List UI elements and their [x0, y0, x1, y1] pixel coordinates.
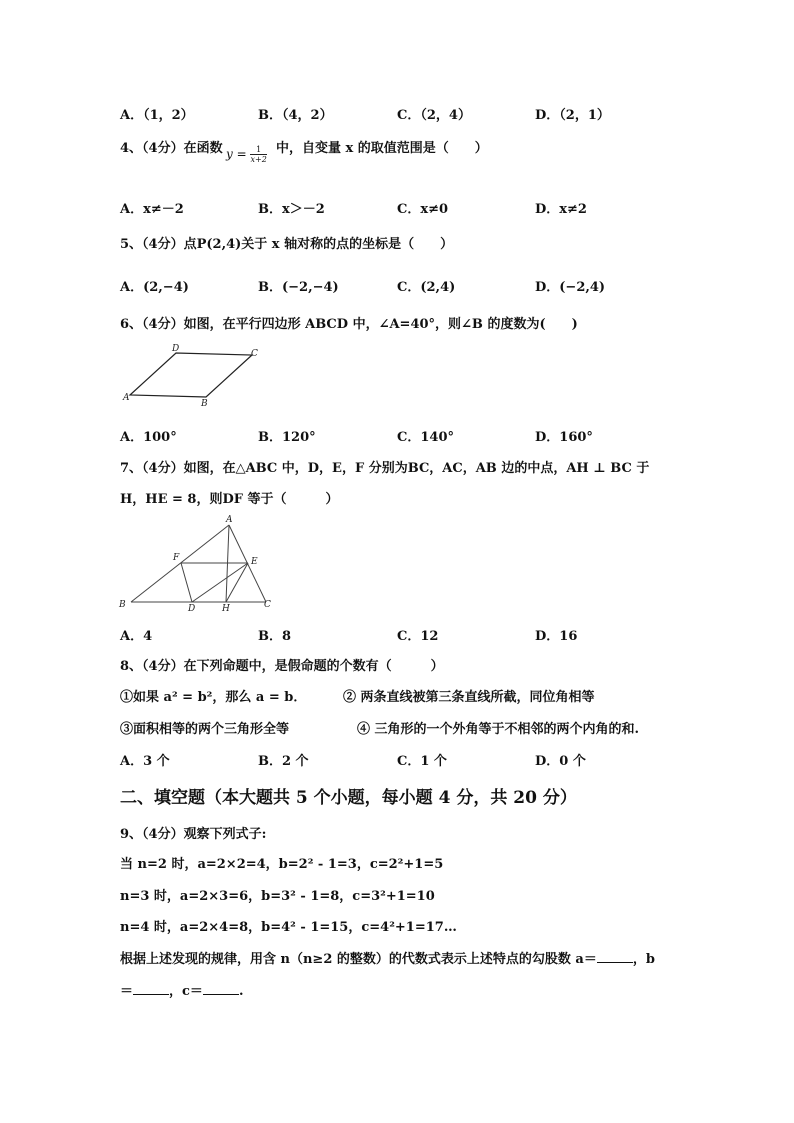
q7-stem-line1 — [120, 457, 649, 476]
q4-fraction — [250, 145, 266, 164]
q9-l5-eq1: ＝ — [120, 984, 134, 999]
q7-label-b: B — [119, 600, 126, 610]
q4-suffix-text: 中，自变量 x 的取值范围是（ ） — [276, 141, 488, 156]
q8-option-b: B．2 个 — [258, 754, 309, 769]
q8-proposition-2 — [343, 686, 595, 705]
q9-l5-end: . — [238, 984, 244, 999]
q4-formula-lhs: y = — [226, 147, 247, 161]
q8-p3-text: ③面积相等的两个三角形全等 — [120, 722, 290, 737]
q8-option-a: A．3 个 — [120, 754, 170, 769]
q8-p4-text: ④ 三角形的一个外角等于不相邻的两个内角的和. — [357, 722, 640, 737]
segment-de — [192, 563, 248, 602]
q8-proposition-3 — [120, 718, 289, 737]
q7-line1-text: 7、（4分）如图，在△ABC 中，D，E，F 分别为BC，AC，AB 边的中点，AH ⊥ BC 于 — [120, 461, 650, 476]
q7-label-c: C — [264, 600, 271, 610]
q4-option-b: B．x＞－2 — [258, 202, 325, 217]
segment-eh — [226, 563, 248, 602]
q6-label-c: C — [251, 349, 258, 359]
q4-prefix: 4、（4分）在函数 — [120, 141, 223, 156]
parallelogram-figure — [118, 340, 268, 410]
q4-fraction-denominator: x+2 — [250, 155, 267, 164]
q4-formula — [226, 145, 267, 164]
q7-label-f: F — [173, 553, 180, 563]
q4-stem — [120, 137, 223, 156]
q5-text: 5、（4分）点P(2,4)关于 x 轴对称的点的坐标是（ ） — [120, 237, 454, 252]
q9-stem — [120, 823, 266, 842]
q6-option-d: D．160° — [535, 430, 593, 445]
q3-option-d: D．（2，1） — [535, 108, 610, 123]
q7-label-h: H — [222, 604, 230, 614]
q8-p2-text: ② 两条直线被第三条直线所截，同位角相等 — [343, 690, 595, 705]
q9-text: 9、（4分）观察下列式子: — [120, 827, 267, 842]
q4-option-c: C．x≠0 — [397, 202, 449, 217]
q6-label-b: B — [201, 399, 208, 409]
q7-label-d: D — [188, 604, 196, 614]
segment-fd — [181, 563, 192, 602]
q7-option-d: D．16 — [535, 629, 578, 644]
q4-option-d: D．x≠2 — [535, 202, 587, 217]
q4-suffix — [276, 137, 488, 156]
q6-option-b: B．120° — [258, 430, 316, 445]
q6-text: 6、（4分）如图，在平行四边形 ABCD 中，∠A=40°，则∠B 的度数为( ) — [120, 317, 578, 332]
q7-option-a: A．4 — [120, 629, 153, 644]
q8-p1-text: ①如果 a² = b²，那么 a = b． — [120, 690, 307, 705]
q7-stem-line2 — [120, 488, 339, 507]
q8-stem — [120, 655, 444, 674]
triangle-figure — [116, 510, 286, 615]
q5-option-a: A．(2,−4) — [120, 280, 189, 295]
q8-option-c: C．1 个 — [397, 754, 447, 769]
q3-option-a: A．（1，2） — [120, 108, 194, 123]
q9-l4-text: 根据上述发现的规律，用含 n（n≥2 的整数）的代数式表示上述特点的勾股数 a＝ — [120, 952, 597, 967]
q7-option-c: C．12 — [397, 629, 439, 644]
q8-proposition-4 — [357, 718, 639, 737]
q8-option-d: D．0 个 — [535, 754, 586, 769]
q7-option-b: B．8 — [258, 629, 292, 644]
q6-stem — [120, 313, 578, 332]
q6-option-c: C．140° — [397, 430, 454, 445]
q6-label-d: D — [172, 344, 180, 354]
q9-line-5 — [120, 980, 243, 999]
q5-stem — [120, 233, 453, 252]
q9-line-4 — [120, 948, 655, 967]
q9-line-3 — [120, 916, 457, 935]
q3-option-c: C．（2，4） — [397, 108, 471, 123]
parallelogram-shape — [130, 353, 252, 397]
answer-blank-a[interactable] — [597, 950, 633, 963]
q8-text: 8、（4分）在下列命题中，是假命题的个数有（ ） — [120, 659, 444, 674]
q7-label-e: E — [251, 557, 258, 567]
q5-option-d: D．(−2,4) — [535, 280, 606, 295]
q3-option-b: B．（4，2） — [258, 108, 333, 123]
q9-l1-text: 当 n=2 时，a=2×2=4，b=2² - 1=3，c=2²+1=5 — [120, 857, 444, 872]
section-2-title: 二、填空题（本大题共 5 个小题，每小题 4 分，共 20 分） — [120, 788, 577, 808]
q9-l5-mid: ，c＝ — [169, 984, 203, 999]
q9-l3-text: n=4 时，a=2×4=8，b=4² - 1=15，c=4²+1=17… — [120, 920, 457, 935]
answer-blank-b[interactable] — [133, 982, 169, 995]
q6-label-a: A — [123, 393, 130, 403]
q4-fraction-numerator: 1 — [250, 145, 266, 155]
q6-option-a: A．100° — [120, 430, 177, 445]
q9-l4-end: ，b — [632, 952, 655, 967]
q7-label-a: A — [226, 515, 233, 525]
q5-option-c: C．(2,4) — [397, 280, 456, 295]
q5-option-b: B．(−2,−4) — [258, 280, 339, 295]
q4-option-a: A．x≠－2 — [120, 202, 184, 217]
q9-l2-text: n=3 时，a=2×3=6，b=3² - 1=8，c=3²+1=10 — [120, 889, 435, 904]
q9-line-2 — [120, 885, 435, 904]
answer-blank-c[interactable] — [203, 982, 239, 995]
q8-proposition-1 — [120, 686, 306, 705]
q7-line2-text: H，HE = 8，则DF 等于（ ） — [120, 492, 339, 507]
q9-line-1 — [120, 853, 443, 872]
